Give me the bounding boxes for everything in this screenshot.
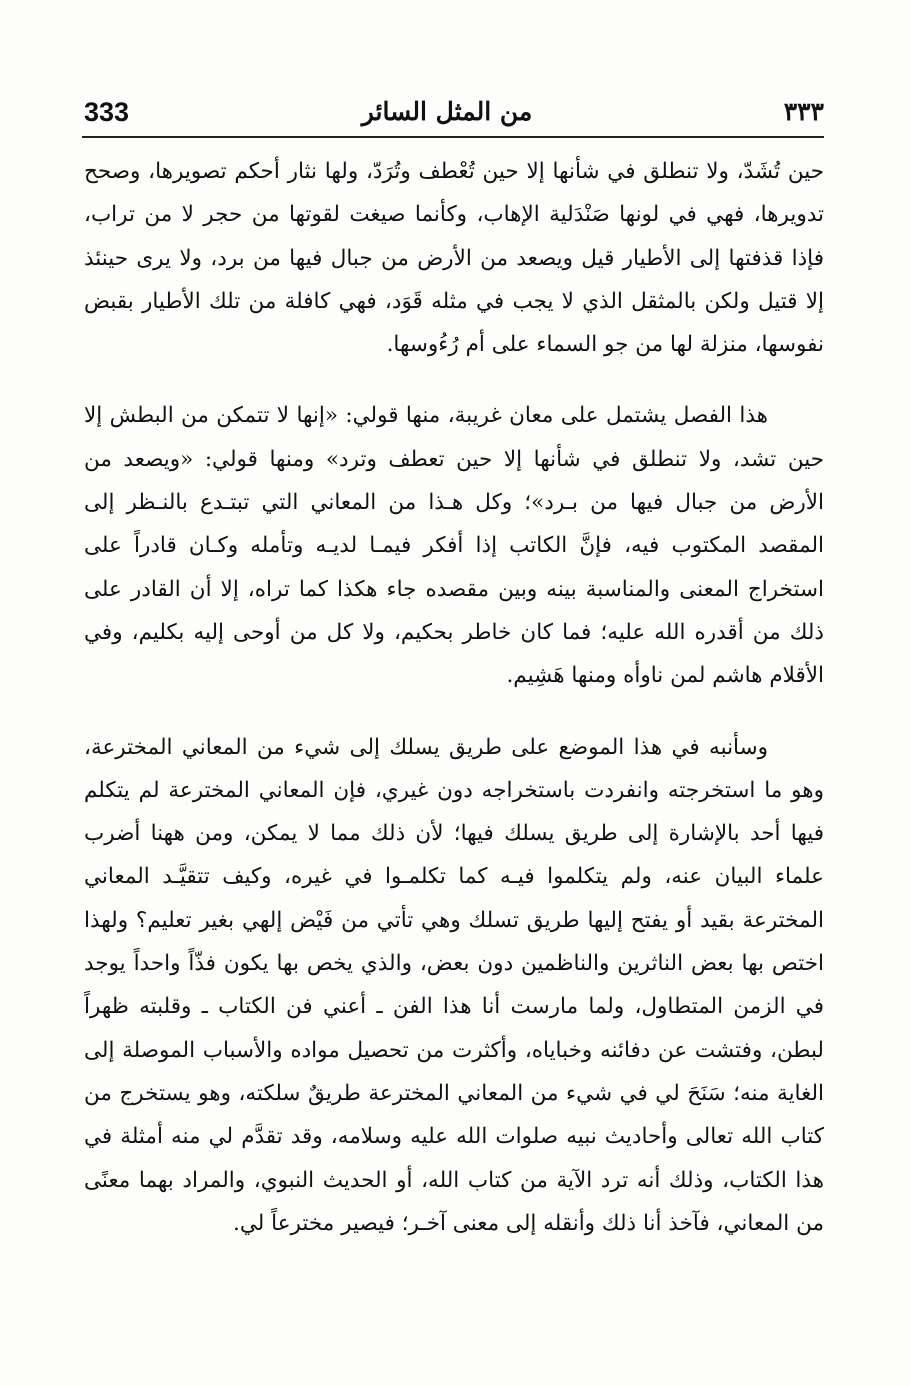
running-title: من المثل السائر (361, 97, 533, 126)
page-header (70, 92, 824, 134)
paragraph-2: هذا الفصل يشتمل على معان غريبة، منها قولي: «إنها لا تتمكن من البطش إلا حين تشد، ولا تنطلق في شأنها إلا حين تعطف وترد» ومنها قولي: «ويصعد من الأرض من جبال فيها من بـرد»؛ وكل هـذا من المعاني التي تبتـدع بالنـظر إلى المقصد المكتوب فيه، فإنَّ الكاتب إذا أفكر فيمـا لديـه وتأمله وكـان قادراً على استخراج المعنى والمناسبة بينه وبين مقصده جاء هكذا كما تراه، إلا أن القادر على ذلك من أقدره الله عليه؛ فما كان خاطر بحكيم، ولا كل من أوحى إليه بكليم، وفي الأقلام هاشم لمن ناوأه ومنها هَشِيم. (84, 403, 824, 689)
body-text (84, 150, 824, 1245)
page-number-latin: 333 (84, 97, 130, 127)
paragraph-1: حين تُشَدّ، ولا تنطلق في شأنها إلا حين تُعْطف وتُرَدّ، ولها نثار أحكم تصويرها، وصحح تدويرها، فهي في لونها صَنْدَلية الإهاب، وكأنما صيغت لقوتها من حجر لا من تراب، فإذا قذفتها إلى الأطيار قيل ويصعد من الأرض من جبال فيها من برد، ولا يرى حينئذ إلا قتيل ولكن بالمثقل الذي لا يجب في مثله قَوَد، فهي كافلة من تلك الأطيار بقبض نفوسها، منزلة لها من جو السماء على أم رُءُوسها. (84, 159, 824, 358)
header-rule (82, 136, 824, 138)
page-number-arabic: ٣٣٣ (783, 97, 824, 126)
paragraph-3: وسأنبه في هذا الموضع على طريق يسلك إلى شيء من المعاني المخترعة، وهو ما استخرجته وانفردت باستخراجه دون غيري، فإن المعاني المخترعة لم يتكلم فيها أحد بالإشارة إلى طريق يسلك فيها؛ لأن ذلك مما لا يمكن، ومن ههنا أضرب علماء البيان عنه، ولم يتكلموا فيـه كما تكلمـوا في غيره، وكيف تتقيَّـد المعاني المخترعة بقيد أو يفتح إليها طريق تسلك وهي تأتي من فَيْض إلهي بغير تعليم؟ ولهذا اختص بها بعض الناثرين والناظمين دون بعض، والذي يخص بها يكون فذّاً واحداً يوجد في الزمن المتطاول، ولما مارست أنا هذا الفن ـ أعني فن الكتاب ـ وقلبته ظهراً لبطن، وفتشت عن دفائنه وخباياه، وأكثرت من تحصيل مواده والأسباب الموصلة إلى الغاية منه؛ سَنَحَ لي في شيء من المعاني المخترعة طريقٌ سلكته، وهو يستخرج من كتاب الله تعالى وأحاديث نبيه صلوات الله عليه وسلامه، وقد تقدَّم لي منه أمثلة في هذا الكتاب، وذلك أنه ترد الآية من كتاب الله، أو الحديث النبوي، والمراد بهما معنًى من المعاني، فآخذ أنا ذلك وأنقله إلى معنى آخـر؛ فيصير مخترعاً لي. (84, 734, 824, 1236)
